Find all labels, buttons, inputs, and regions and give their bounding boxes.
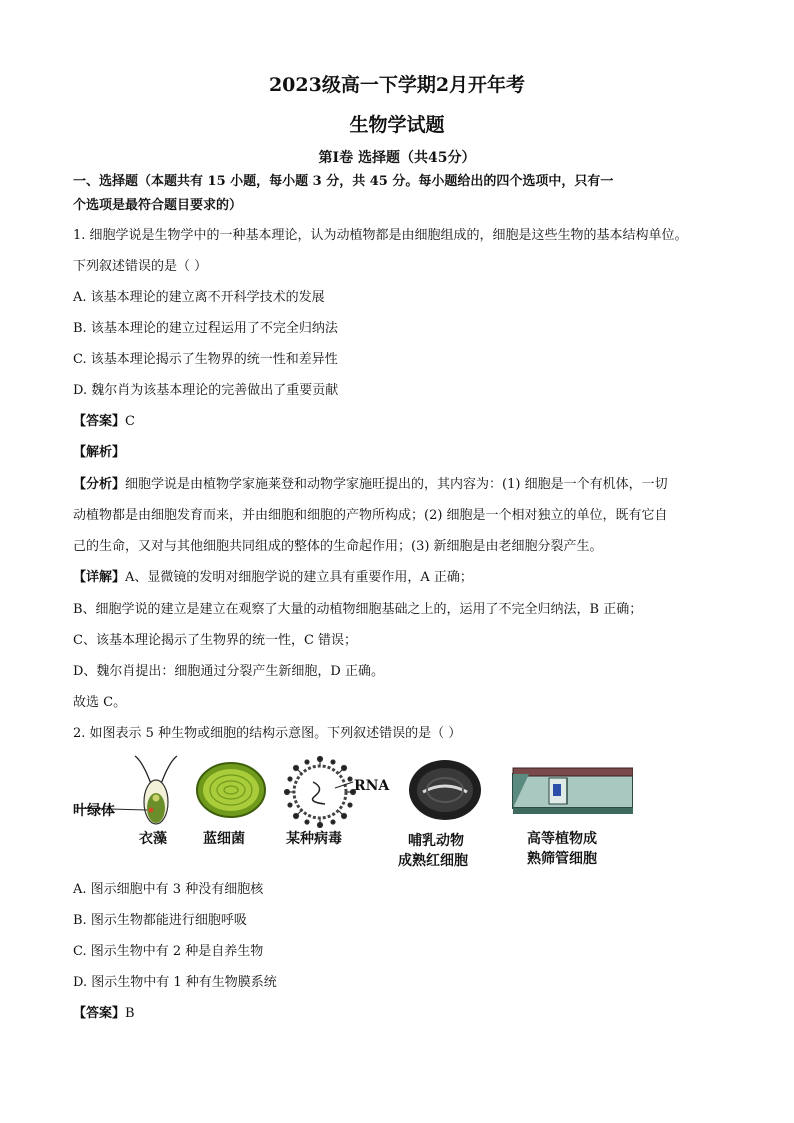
answer-value: C bbox=[125, 414, 135, 429]
answer-value: B bbox=[125, 1006, 135, 1021]
label-rna: RNA bbox=[354, 778, 390, 794]
q1-detail-3: C、该基本理论揭示了生物界的统一性，C 错误； bbox=[73, 633, 358, 648]
virus-icon bbox=[285, 757, 356, 828]
q1-analysis-1 bbox=[73, 475, 668, 495]
q1-jiexi: 【解析】 bbox=[73, 445, 126, 460]
q1-stem-1: 1. 细胞学说是生物学中的一种基本理论，认为动植物都是由细胞组成的，细胞是这些生物的基本结构单位。 bbox=[73, 228, 688, 243]
label-chlamydomonas: 衣藻 bbox=[139, 831, 167, 847]
q1-option-b: B. 该基本理论的建立过程运用了不完全归纳法 bbox=[73, 321, 338, 336]
answer-tag: 【答案】 bbox=[73, 1006, 126, 1021]
label-chloroplast: 叶绿体 bbox=[73, 803, 115, 819]
answer-tag: 【答案】 bbox=[73, 414, 126, 429]
label-sieve-tube: 熟筛管细胞 bbox=[527, 851, 597, 867]
q2-figure bbox=[73, 752, 633, 872]
detail-tag: 【详解】 bbox=[73, 570, 126, 585]
q1-option-a: A. 该基本理论的建立离不开科学技术的发展 bbox=[73, 290, 325, 305]
q1-analysis-3: 己的生命，又对与其他细胞共同组成的整体的生命起作用；(3) 新细胞是由老细胞分裂产生。 bbox=[73, 539, 603, 554]
q2-stem: 2. 如图表示 5 种生物或细胞的结构示意图。下列叙述错误的是（ ） bbox=[73, 726, 462, 741]
q1-stem-2: 下列叙述错误的是（ ） bbox=[73, 259, 208, 274]
label-virus: 某种病毒 bbox=[286, 831, 342, 847]
instructions-line-2: 个选项是最符合题目要求的） bbox=[73, 198, 243, 213]
section-title: 第Ⅰ卷 选择题（共45分） bbox=[318, 150, 476, 166]
label-mammal: 哺乳动物 bbox=[408, 833, 464, 849]
q1-analysis-2: 动植物都是由细胞发育而来，并由细胞和细胞的产物所构成；(2) 细胞是一个相对独立的单位，既有它自 bbox=[73, 508, 668, 523]
q1-detail-4: D、魏尔肖提出：细胞通过分裂产生新细胞，D 正确。 bbox=[73, 664, 384, 679]
q1-option-c: C. 该基本理论揭示了生物界的统一性和差异性 bbox=[73, 352, 338, 367]
detail-text: A、显微镜的发明对细胞学说的建立具有重要作用，A 正确； bbox=[125, 570, 473, 585]
q2-option-c: C. 图示生物中有 2 种是自养生物 bbox=[73, 944, 264, 959]
exam-title: 2023级高一下学期2月开年考 bbox=[268, 74, 526, 96]
analysis-text: 细胞学说是由植物学家施莱登和动物学家施旺提出的，其内容为：(1) 细胞是一个有机体，一切 bbox=[125, 477, 668, 492]
q1-answer bbox=[73, 412, 135, 432]
cyanobacteria-icon bbox=[197, 763, 265, 817]
label-higher-plant: 高等植物成 bbox=[527, 831, 597, 847]
label-red-blood-cell: 成熟红细胞 bbox=[398, 853, 468, 869]
q1-option-d: D. 魏尔肖为该基本理论的完善做出了重要贡献 bbox=[73, 383, 339, 398]
analysis-tag: 【分析】 bbox=[73, 477, 126, 492]
q1-detail-2: B、细胞学说的建立是建立在观察了大量的动植物细胞基础之上的，运用了不完全归纳法，B 正确； bbox=[73, 602, 643, 617]
label-cyanobacteria: 蓝细菌 bbox=[203, 831, 245, 847]
q2-answer bbox=[73, 1004, 135, 1024]
q2-option-a: A. 图示细胞中有 3 种没有细胞核 bbox=[73, 882, 264, 897]
instructions-line-1: 一、选择题（本题共有 15 小题，每小题 3 分，共 45 分。每小题给出的四个选项中，只有一 bbox=[73, 174, 614, 189]
q2-option-b: B. 图示生物都能进行细胞呼吸 bbox=[73, 913, 247, 928]
q1-detail-1 bbox=[73, 568, 473, 588]
red-blood-cell-icon bbox=[409, 760, 481, 820]
sieve-tube-cell-icon bbox=[513, 768, 633, 814]
q1-conclusion: 故选 C。 bbox=[73, 695, 127, 710]
exam-subject: 生物学试题 bbox=[349, 114, 445, 136]
q2-option-d: D. 图示生物中有 1 种有生物膜系统 bbox=[73, 975, 277, 990]
